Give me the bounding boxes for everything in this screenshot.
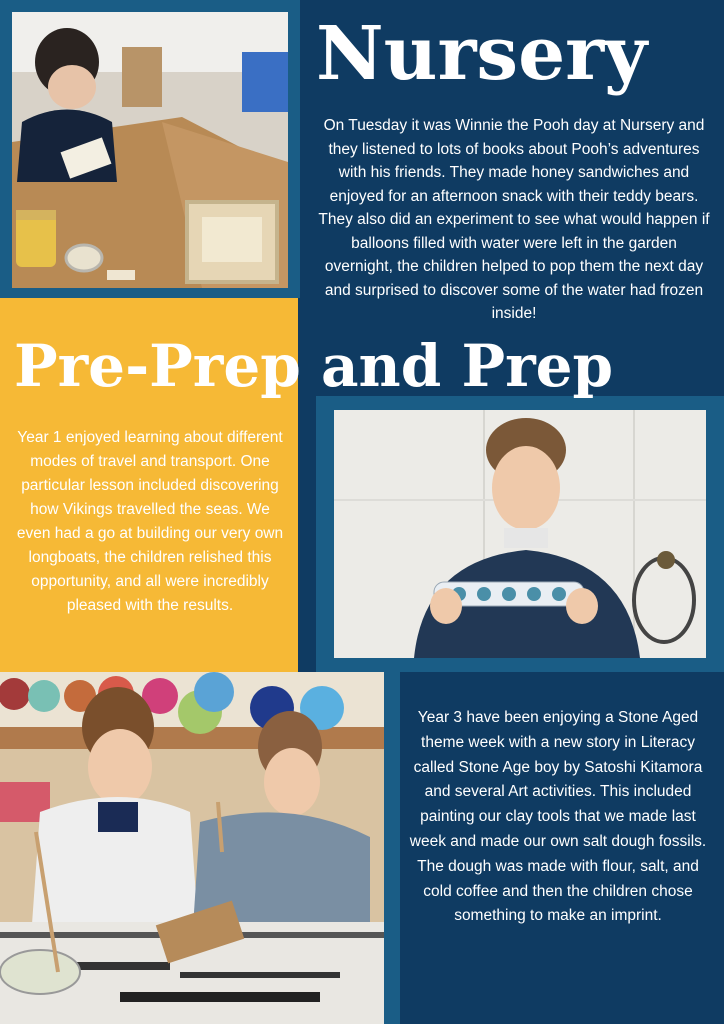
year3-photo [0,672,384,1024]
children-painting-clay-tools-image [0,672,384,1024]
nursery-paragraph: On Tuesday it was Winnie the Pooh day at Nursery and they listened to lots of books about Pooh’s adventures with his friends. They made honey sandwiches and enjoyed for an afternoon snack with their teddy bears. They also did an experiment to see what would happen if balloons filled with water were left in the garden overnight, the children helped to pop them the next day and surprised to discover some of the water had frozen inside! [318,117,710,322]
preprep-heading: Pre-Prep and Prep [14,332,614,400]
boy-with-longboat-image [334,410,706,658]
preprep-photo [334,410,706,658]
child-making-sandwich-image [12,12,288,288]
preprep-paragraph: Year 1 enjoyed learning about different modes of travel and transport. One particular lesson included discovering how Vikings travelled the seas. We even had a go at building our very own longboats, the children relished this opportunity, and all were incredibly pleased with the results. [16,429,284,614]
year3-accent-strip [384,672,400,1024]
year3-paragraph: Year 3 have been enjoying a Stone Aged theme week with a new story in Literacy called Stone Age boy by Satoshi Kitamora and several Art activities. This included painting our clay tools that we made last week and made our own salt dough fossils. The dough was made with flour, salt, and cold coffee and then the children chose something to make an imprint. [409,709,707,925]
nursery-photo [12,12,288,288]
nursery-heading: Nursery [316,11,648,97]
